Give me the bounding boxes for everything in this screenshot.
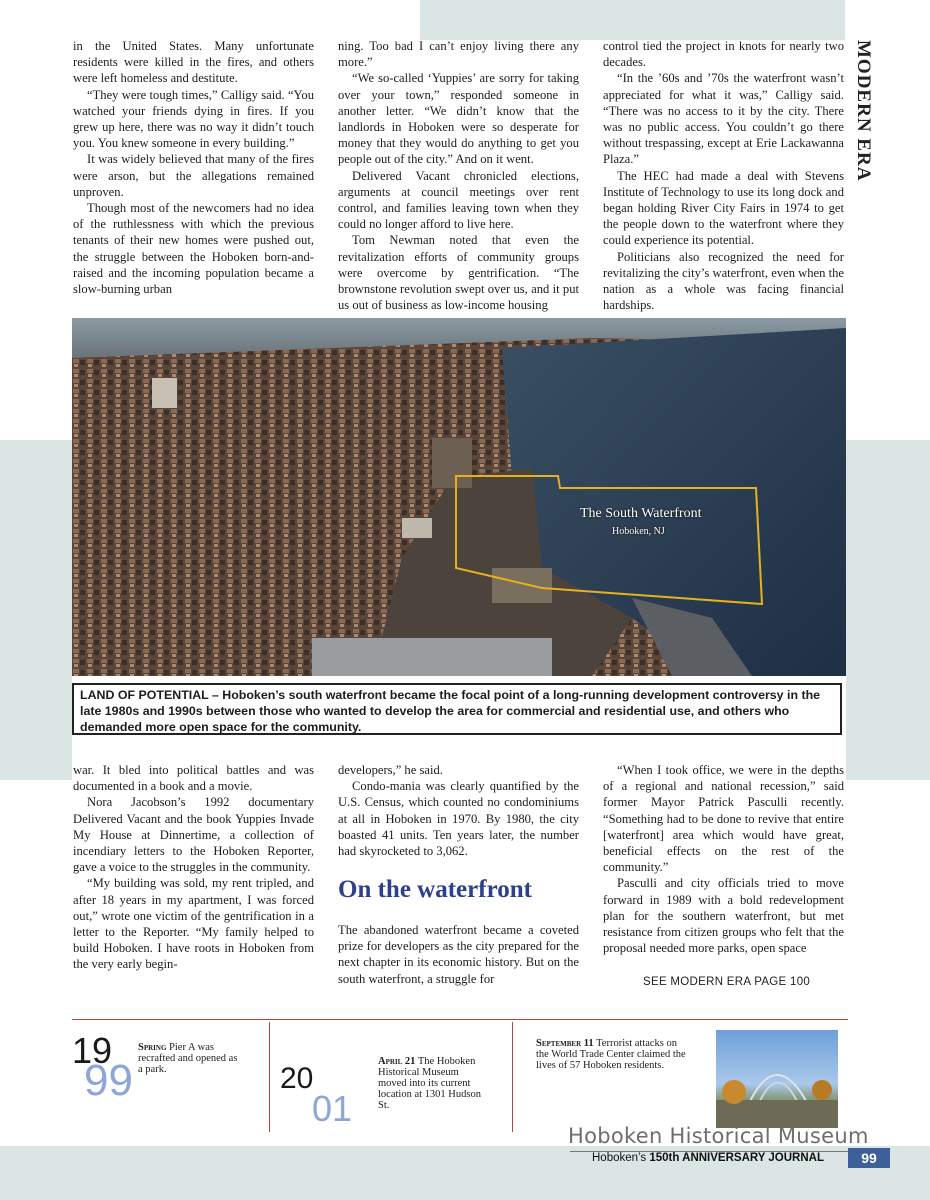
aerial-photo [72, 318, 846, 676]
column-bottom-1 [73, 762, 314, 973]
paragraph: Politicians also recognized the need for revitalizing the city’s waterfront, even when the nation as a whole was facing financial hardships. [603, 249, 844, 313]
paragraph: “We so-called ‘Yuppies’ are sorry for taking over your town,” responded someone in another letter. “We didn’t know that the landlords in Hoboken were so desperate for money that they would do anything to get you people out of the city.” And on it went. [338, 71, 579, 167]
paragraph: ning. Too bad I can’t enjoy living there any more.” [338, 39, 579, 70]
timeline-date: September 11 [536, 1038, 594, 1049]
paragraph: developers,” he said. [338, 763, 443, 777]
paragraph: “My building was sold, my rent tripled, and after 18 years in my apartment, I was forced out,” wrote one victim of the gentrification in a letter to the Reporter. “My family helped to build Hoboken. I have roots in Hoboken from the very early begin- [73, 876, 314, 972]
section-tab: MODERN ERA [853, 40, 874, 182]
paragraph: Though most of the newcomers had no idea of the ruthlessness with which the previous tenants of their new homes were pushed out, the struggle between the Hoboken born-and-raised and the incoming population became a slow-burning urban [73, 201, 314, 297]
aerial-photo-illustration [72, 318, 846, 676]
column-bottom-2 [338, 762, 579, 859]
paragraph: “In the ’60s and ’70s the waterfront wasn’t appreciated for what it was,” Calligy said. “There was no access to it by the city. There was no public access. You couldn’t go there without trespassing, except at Erie Lackawanna Plaza.” [603, 71, 844, 167]
paragraph: Condo-mania was clearly quantified by the U.S. Census, which counted no condominiums at all in Hoboken in 1970. By 1980, the city boasted 41 units. Ten years later, the number had skyrocketed to 3,062. [338, 779, 579, 859]
column-top-3 [603, 38, 844, 313]
timeline [72, 1019, 848, 1132]
timeline-date: April 21 [378, 1056, 416, 1067]
timeline-divider [512, 1022, 513, 1132]
timeline-event-text: The Hoboken Historical Museum moved into its current location at 1301 Hudson St. [378, 1056, 481, 1111]
paragraph: Delivered Vacant chronicled elections, arguments at council meetings over rent control, and families leaving town when they could no longer afford to live here. [338, 168, 579, 232]
timeline-year-1-bottom: 99 [84, 1056, 133, 1105]
journal-title [592, 1152, 824, 1164]
paragraph: The HEC had made a deal with Stevens Institute of Technology to use its long dock and began holding River City Fairs in 1974 to get the people down to the waterfront where they could experience its potential. [603, 168, 844, 248]
paragraph: Pasculli and city officials tried to move forward in 1989 with a bold redevelopment plan for the southern waterfront, but met resistance from citizen groups who felt that the proposal needed more parks, open space [603, 876, 844, 956]
paragraph: It was widely believed that many of the fires were arson, but the allegations remained unproven. [73, 152, 314, 199]
paragraph: “When I took office, we were in the depths of a regional and national recession,” said former Mayor Patrick Pasculli recently. “Something had to be done to revive that entire [waterfront] area which would have great, beneficial effects on the rest of the community.” [603, 763, 844, 875]
timeline-event-3 [536, 1038, 686, 1071]
paragraph: in the United States. Many unfortunate residents were killed in the fires, and others were left homeless and destitute. [73, 39, 314, 86]
paragraph: “They were tough times,” Calligy said. “You watched your friends dying in fires. If you grew up here, there was no way it didn’t touch you. You knew someone in every building.” [73, 87, 314, 151]
timeline-year-2-top: 20 [280, 1062, 314, 1095]
museum-watermark: Hoboken Historical Museum [568, 1124, 869, 1148]
timeline-event-text: Pier A was recrafted and opened as a park. [138, 1042, 238, 1075]
column-bottom-3 [603, 762, 844, 956]
paragraph: Tom Newman noted that even the revitalization efforts of community groups were overcome by gentrification. “The brownstone revolution swept over us, and it put us out of business as low-income housing [338, 233, 579, 313]
section-heading: On the waterfront [338, 876, 532, 903]
paragraph: The abandoned waterfront became a coveted prize for developers as the city prepared for the next chapter in its economic history. But on the south waterfront, a struggle for [338, 923, 579, 986]
memorial-photo [716, 1030, 838, 1128]
see-more-link[interactable]: SEE MODERN ERA PAGE 100 [643, 976, 811, 988]
paragraph: war. It bled into political battles and was documented in a book and a movie. [73, 763, 314, 794]
column-top-1 [73, 38, 314, 297]
memorial-sculpture-illustration [716, 1030, 838, 1128]
photo-caption: LAND OF POTENTIAL – Hoboken’s south waterfront became the focal point of a long-running development controversy in the late 1980s and 1990s between those who wanted to develop the area for commercial and residential use, and others who demanded more open space for the community. [72, 683, 842, 735]
timeline-event-2 [378, 1056, 482, 1111]
timeline-year-2-bottom: 01 [312, 1088, 353, 1129]
column-bottom-2-after [338, 922, 579, 987]
photo-label-title: The South Waterfront [580, 506, 702, 521]
timeline-event-text: Terrorist attacks on the World Trade Center claimed the lives of 57 Hoboken residents. [536, 1038, 686, 1071]
timeline-divider [269, 1022, 270, 1132]
background-band-left [0, 440, 72, 780]
column-top-2 [338, 38, 579, 313]
journal-prefix: Hoboken’s [592, 1152, 650, 1164]
background-band-top [420, 0, 845, 40]
background-band-right [846, 440, 930, 780]
journal-name: 150th ANNIVERSARY JOURNAL [649, 1152, 824, 1164]
photo-label-subtitle: Hoboken, NJ [612, 526, 665, 537]
timeline-season: Spring [138, 1042, 167, 1053]
paragraph: Nora Jacobson’s 1992 documentary Delivered Vacant and the book Yuppies Invade My House at Dinnertime, a collection of incendiary letters to the Hoboken Reporter, gave a voice to the struggles in the community. [73, 795, 314, 875]
paragraph: control tied the project in knots for nearly two decades. [603, 39, 844, 70]
page-number: 99 [848, 1148, 890, 1168]
timeline-year-1-top: 19 [72, 1030, 113, 1071]
timeline-event-1 [138, 1042, 242, 1075]
